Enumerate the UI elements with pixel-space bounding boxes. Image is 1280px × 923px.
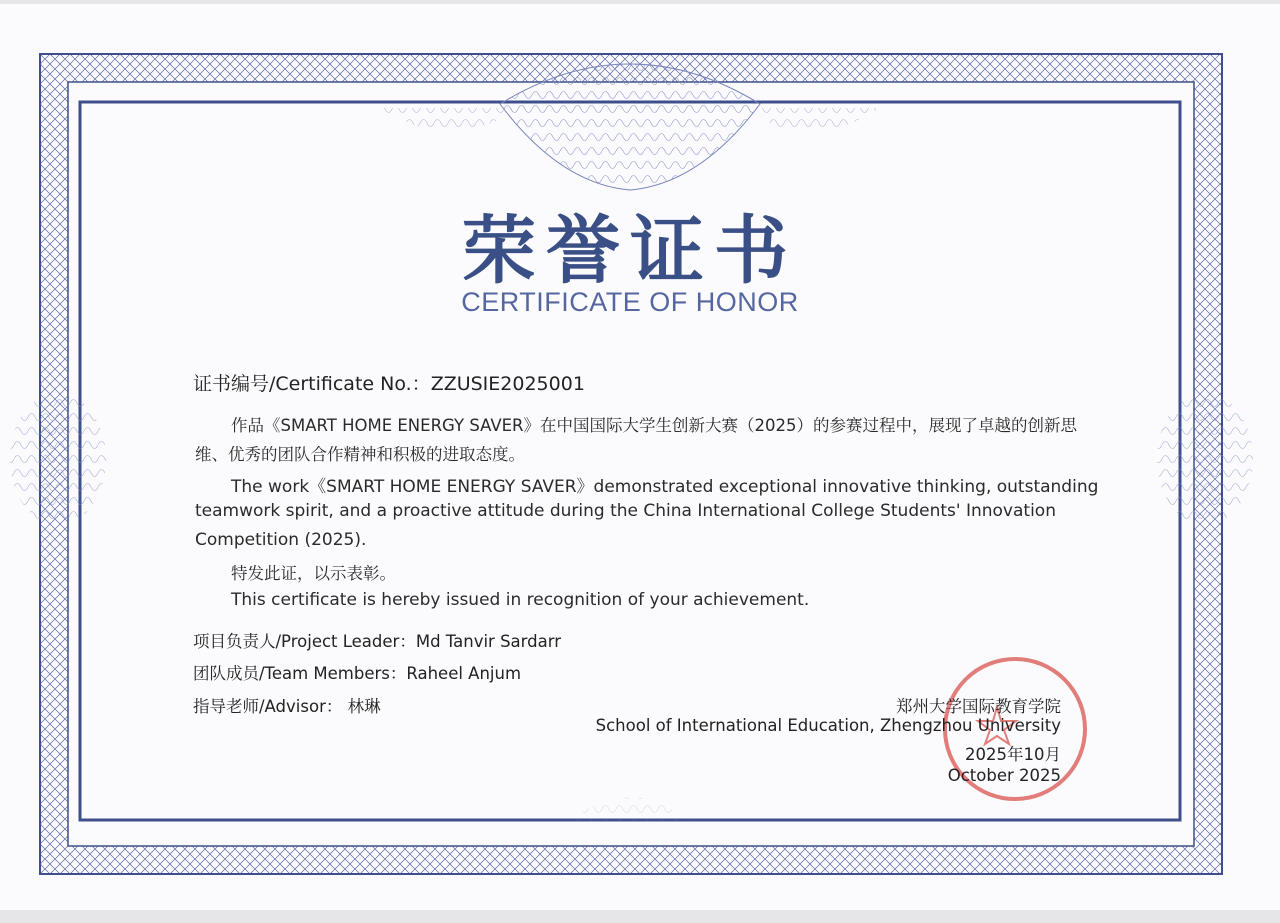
body-zh-line-2: 维、优秀的团队合作精神和积极的进取态度。 [195, 445, 525, 464]
team-members: 团队成员/Team Members：Raheel Anjum [193, 664, 522, 683]
body-en-line-2: teamwork spirit, and a proactive attitude during the China International College Students' Innovation [195, 501, 1056, 521]
date-chinese: 2025年10月 [965, 745, 1061, 764]
project-leader: 项目负责人/Project Leader：Md Tanvir Sardarr [193, 632, 562, 651]
certificate-sheet [0, 4, 1280, 910]
issuer-english: School of International Education, Zhengzhou University [595, 716, 1061, 735]
issuer-chinese: 郑州大学国际教育学院 [896, 697, 1061, 716]
title-chinese: 荣誉证书 [462, 208, 798, 294]
body-en-line-1: The work《SMART HOME ENERGY SAVER》demonstrated exceptional innovative thinking, outstanding [231, 477, 1099, 497]
body-zh-line-3: 特发此证，以示表彰。 [231, 564, 396, 583]
body-zh-line-1: 作品《SMART HOME ENERGY SAVER》在中国国际大学生创新大赛（2025）的参赛过程中，展现了卓越的创新思 [231, 416, 1078, 435]
body-en-line-4: This certificate is hereby issued in recognition of your achievement. [231, 590, 810, 610]
advisor: 指导老师/Advisor： 林琳 [193, 697, 381, 716]
date-english: October 2025 [947, 766, 1061, 785]
guilloche-border [0, 4, 1280, 910]
certificate-number [193, 369, 585, 396]
certificate-number-value: ZZUSIE2025001 [430, 373, 585, 395]
title-english: CERTIFICATE OF HONOR [461, 287, 799, 317]
body-en-line-3: Competition (2025). [195, 530, 367, 550]
certificate-number-label: 证书编号/Certificate No.： [193, 373, 431, 395]
